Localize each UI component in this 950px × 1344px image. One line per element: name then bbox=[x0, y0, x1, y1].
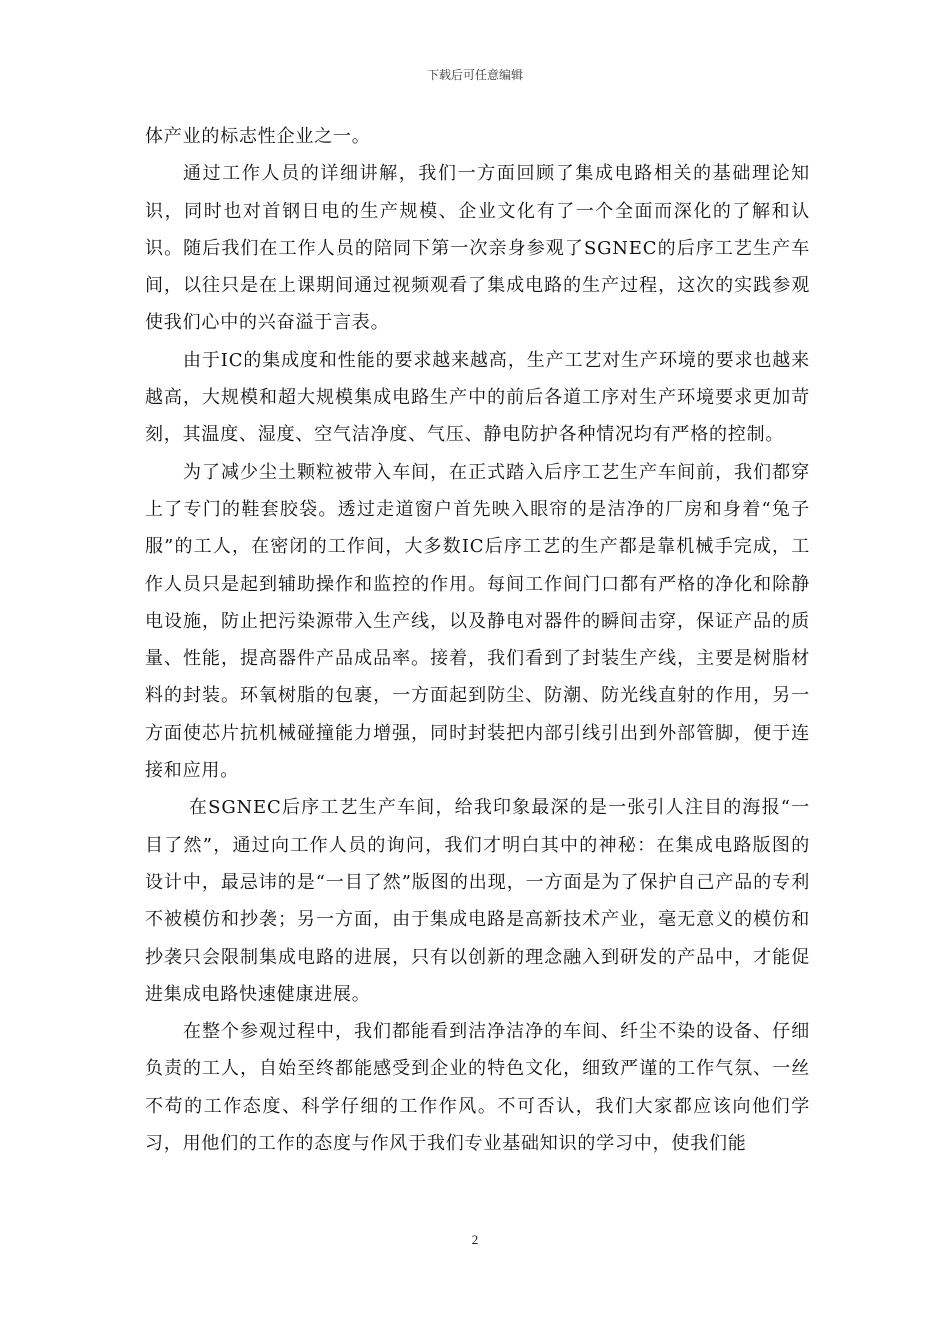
document-body bbox=[145, 118, 810, 1162]
paragraph-workshop-visit: 通过工作人员的详细讲解，我们一方面回顾了集成电路相关的基础理论知识，同时也对首钢日电的生产规模、企业文化有了一个全面而深化的了解和认识。随后我们在工作人员的陪同下第一次亲身参观了SGNEC的后序工艺生产车间，以往只是在上课期间通过视频观看了集成电路的生产过程，这次的实践参观使我们心中的兴奋溢于言表。 bbox=[145, 163, 810, 334]
page-header-note: 下载后可任意编辑 bbox=[426, 68, 523, 82]
paragraph-environment-requirements: 由于IC的集成度和性能的要求越来越高，生产工艺对生产环境的要求也越来越高，大规模和超大规模集成电路生产中的前后各道工序对生产环境要求更加苛刻，其温度、湿度、空气洁净度、气压、静电防护各种情况均有严格的控制。 bbox=[145, 349, 810, 446]
paragraph-cleanroom-and-packaging: 为了减少尘土颗粒被带入车间，在正式踏入后序工艺生产车间前，我们都穿上了专门的鞋套胶袋。透过走道窗户首先映入眼帘的是洁净的厂房和身着“兔子服”的工人，在密闭的工作间，大多数IC后序工艺的生产都是靠机械手完成，工作人员只是起到辅助操作和监控的作用。每间工作间门口都有严格的净化和除静电设施，防止把污染源带入生产线，以及静电对器件的瞬间击穿，保证产品的质量、性能，提高器件产品成品率。接着，我们看到了封装生产线，主要是树脂材料的封装。环氧树脂的包裹，一方面起到防尘、防潮、防光线直射的作用，另一方面使芯片抗机械碰撞能力增强，同时封装把内部引线引出到外部管脚，便于连接和应用。 bbox=[145, 461, 810, 782]
paragraph-poster-layout-design: 在SGNEC后序工艺生产车间，给我印象最深的是一张引人注目的海报“一目了然”，通过向工作人员的询问，我们才明白其中的神秘：在集成电路版图的设计中，最忌讳的是“一目了然”版图的出现，一方面是为了保护自己产品的专利不被模仿和抄袭；另一方面，由于集成电路是高新技术产业，毫无意义的模仿和抄袭只会限制集成电路的进展，只有以创新的理念融入到研发的产品中，才能促进集成电路快速健康进展。 bbox=[145, 797, 810, 1005]
page-number: 2 bbox=[471, 1232, 479, 1247]
paragraph-continuation: 体产业的标志性企业之一。 bbox=[145, 126, 371, 147]
paragraph-company-culture: 在整个参观过程中，我们都能看到洁净洁净的车间、纤尘不染的设备、仔细负责的工人，自始至终都能感受到企业的特色文化，细致严谨的工作气氛、一丝不苟的工作态度、科学仔细的工作作风。不可否认，我们大家都应该向他们学习，用他们的工作的态度与作风于我们专业基础知识的学习中，使我们能 bbox=[145, 1021, 810, 1155]
